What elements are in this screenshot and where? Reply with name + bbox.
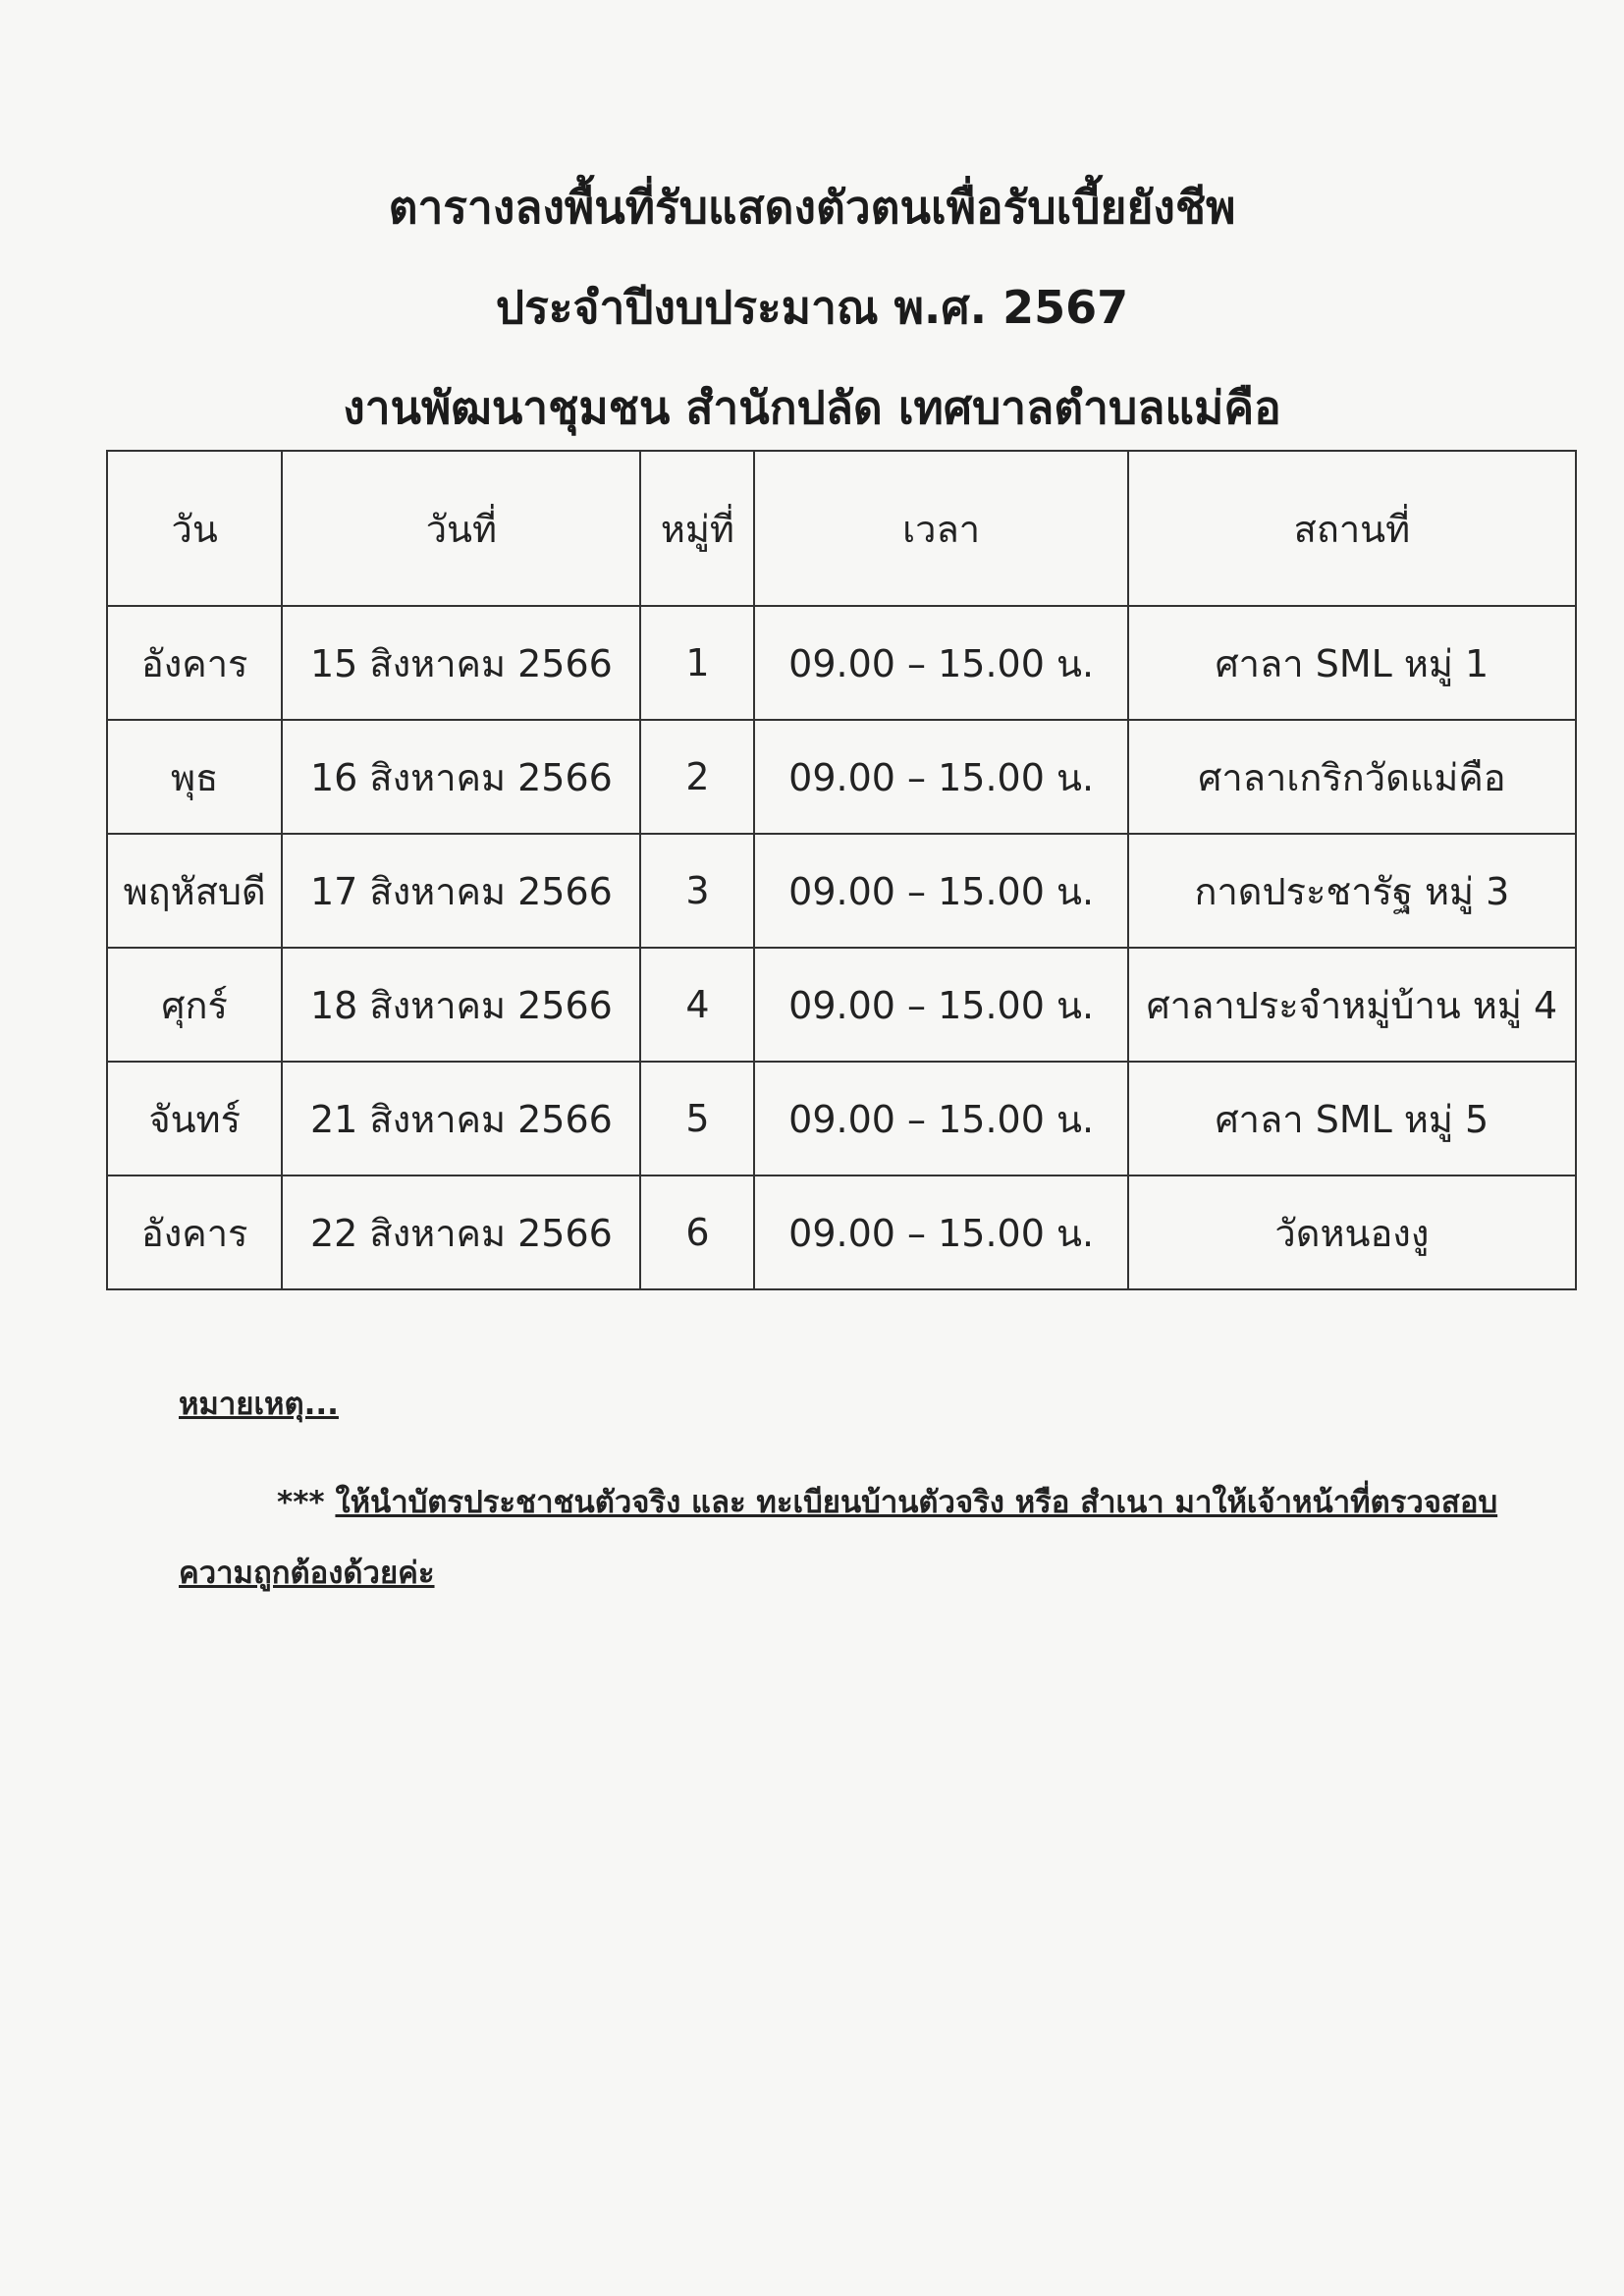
table-row xyxy=(107,948,1576,1062)
cell-date: 15 สิงหาคม 2566 xyxy=(282,606,640,720)
title-line-3: งานพัฒนาชุมชน สำนักปลัด เทศบาลตำบลแม่คือ xyxy=(343,381,1281,434)
table-row xyxy=(107,720,1576,834)
cell-village: 2 xyxy=(640,720,754,834)
table-row xyxy=(107,834,1576,948)
notes-heading: หมายเหตุ... xyxy=(179,1387,339,1422)
cell-time: 09.00 – 15.00 น. xyxy=(754,606,1127,720)
cell-day: ศุกร์ xyxy=(107,948,282,1062)
cell-place: ศาลาเกริกวัดแม่คือ xyxy=(1128,720,1576,834)
cell-day: พฤหัสบดี xyxy=(107,834,282,948)
cell-village: 4 xyxy=(640,948,754,1062)
cell-date: 16 สิงหาคม 2566 xyxy=(282,720,640,834)
title-line-2: ประจำปีงบประมาณ พ.ศ. 2567 xyxy=(495,281,1129,334)
document-title xyxy=(0,157,1624,458)
header-place: สถานที่ xyxy=(1128,451,1576,606)
notes-text: ให้นำบัตรประชาชนตัวจริง และ ทะเบียนบ้านตัวจริง หรือ สำเนา มาให้เจ้าหน้าที่ตรวจสอบความถูกต้องด้วยค่ะ xyxy=(179,1485,1498,1591)
cell-place: ศาลา SML หมู่ 5 xyxy=(1128,1062,1576,1175)
header-village: หมู่ที่ xyxy=(640,451,754,606)
schedule-table xyxy=(106,450,1577,1290)
cell-time: 09.00 – 15.00 น. xyxy=(754,948,1127,1062)
cell-village: 1 xyxy=(640,606,754,720)
cell-day: พุธ xyxy=(107,720,282,834)
cell-time: 09.00 – 15.00 น. xyxy=(754,1062,1127,1175)
header-time: เวลา xyxy=(754,451,1127,606)
cell-date: 21 สิงหาคม 2566 xyxy=(282,1062,640,1175)
cell-day: อังคาร xyxy=(107,1175,282,1289)
header-date: วันที่ xyxy=(282,451,640,606)
cell-date: 22 สิงหาคม 2566 xyxy=(282,1175,640,1289)
cell-place: ศาลาประจำหมู่บ้าน หมู่ 4 xyxy=(1128,948,1576,1062)
cell-place: กาดประชารัฐ หมู่ 3 xyxy=(1128,834,1576,948)
notes-prefix: *** xyxy=(277,1485,325,1520)
title-line-1: ตารางลงพื้นที่รับแสดงตัวตนเพื่อรับเบี้ยยังชีพ xyxy=(388,181,1236,234)
cell-day: จันทร์ xyxy=(107,1062,282,1175)
cell-day: อังคาร xyxy=(107,606,282,720)
cell-village: 6 xyxy=(640,1175,754,1289)
cell-date: 18 สิงหาคม 2566 xyxy=(282,948,640,1062)
cell-time: 09.00 – 15.00 น. xyxy=(754,720,1127,834)
table-header-row xyxy=(107,451,1576,606)
header-day: วัน xyxy=(107,451,282,606)
cell-village: 3 xyxy=(640,834,754,948)
cell-time: 09.00 – 15.00 น. xyxy=(754,1175,1127,1289)
cell-date: 17 สิงหาคม 2566 xyxy=(282,834,640,948)
notes-body xyxy=(179,1467,1534,1609)
table-row xyxy=(107,1062,1576,1175)
cell-village: 5 xyxy=(640,1062,754,1175)
cell-place: วัดหนองงู xyxy=(1128,1175,1576,1289)
notes-section xyxy=(179,1375,1534,1609)
table-row xyxy=(107,606,1576,720)
cell-place: ศาลา SML หมู่ 1 xyxy=(1128,606,1576,720)
cell-time: 09.00 – 15.00 น. xyxy=(754,834,1127,948)
table-row xyxy=(107,1175,1576,1289)
